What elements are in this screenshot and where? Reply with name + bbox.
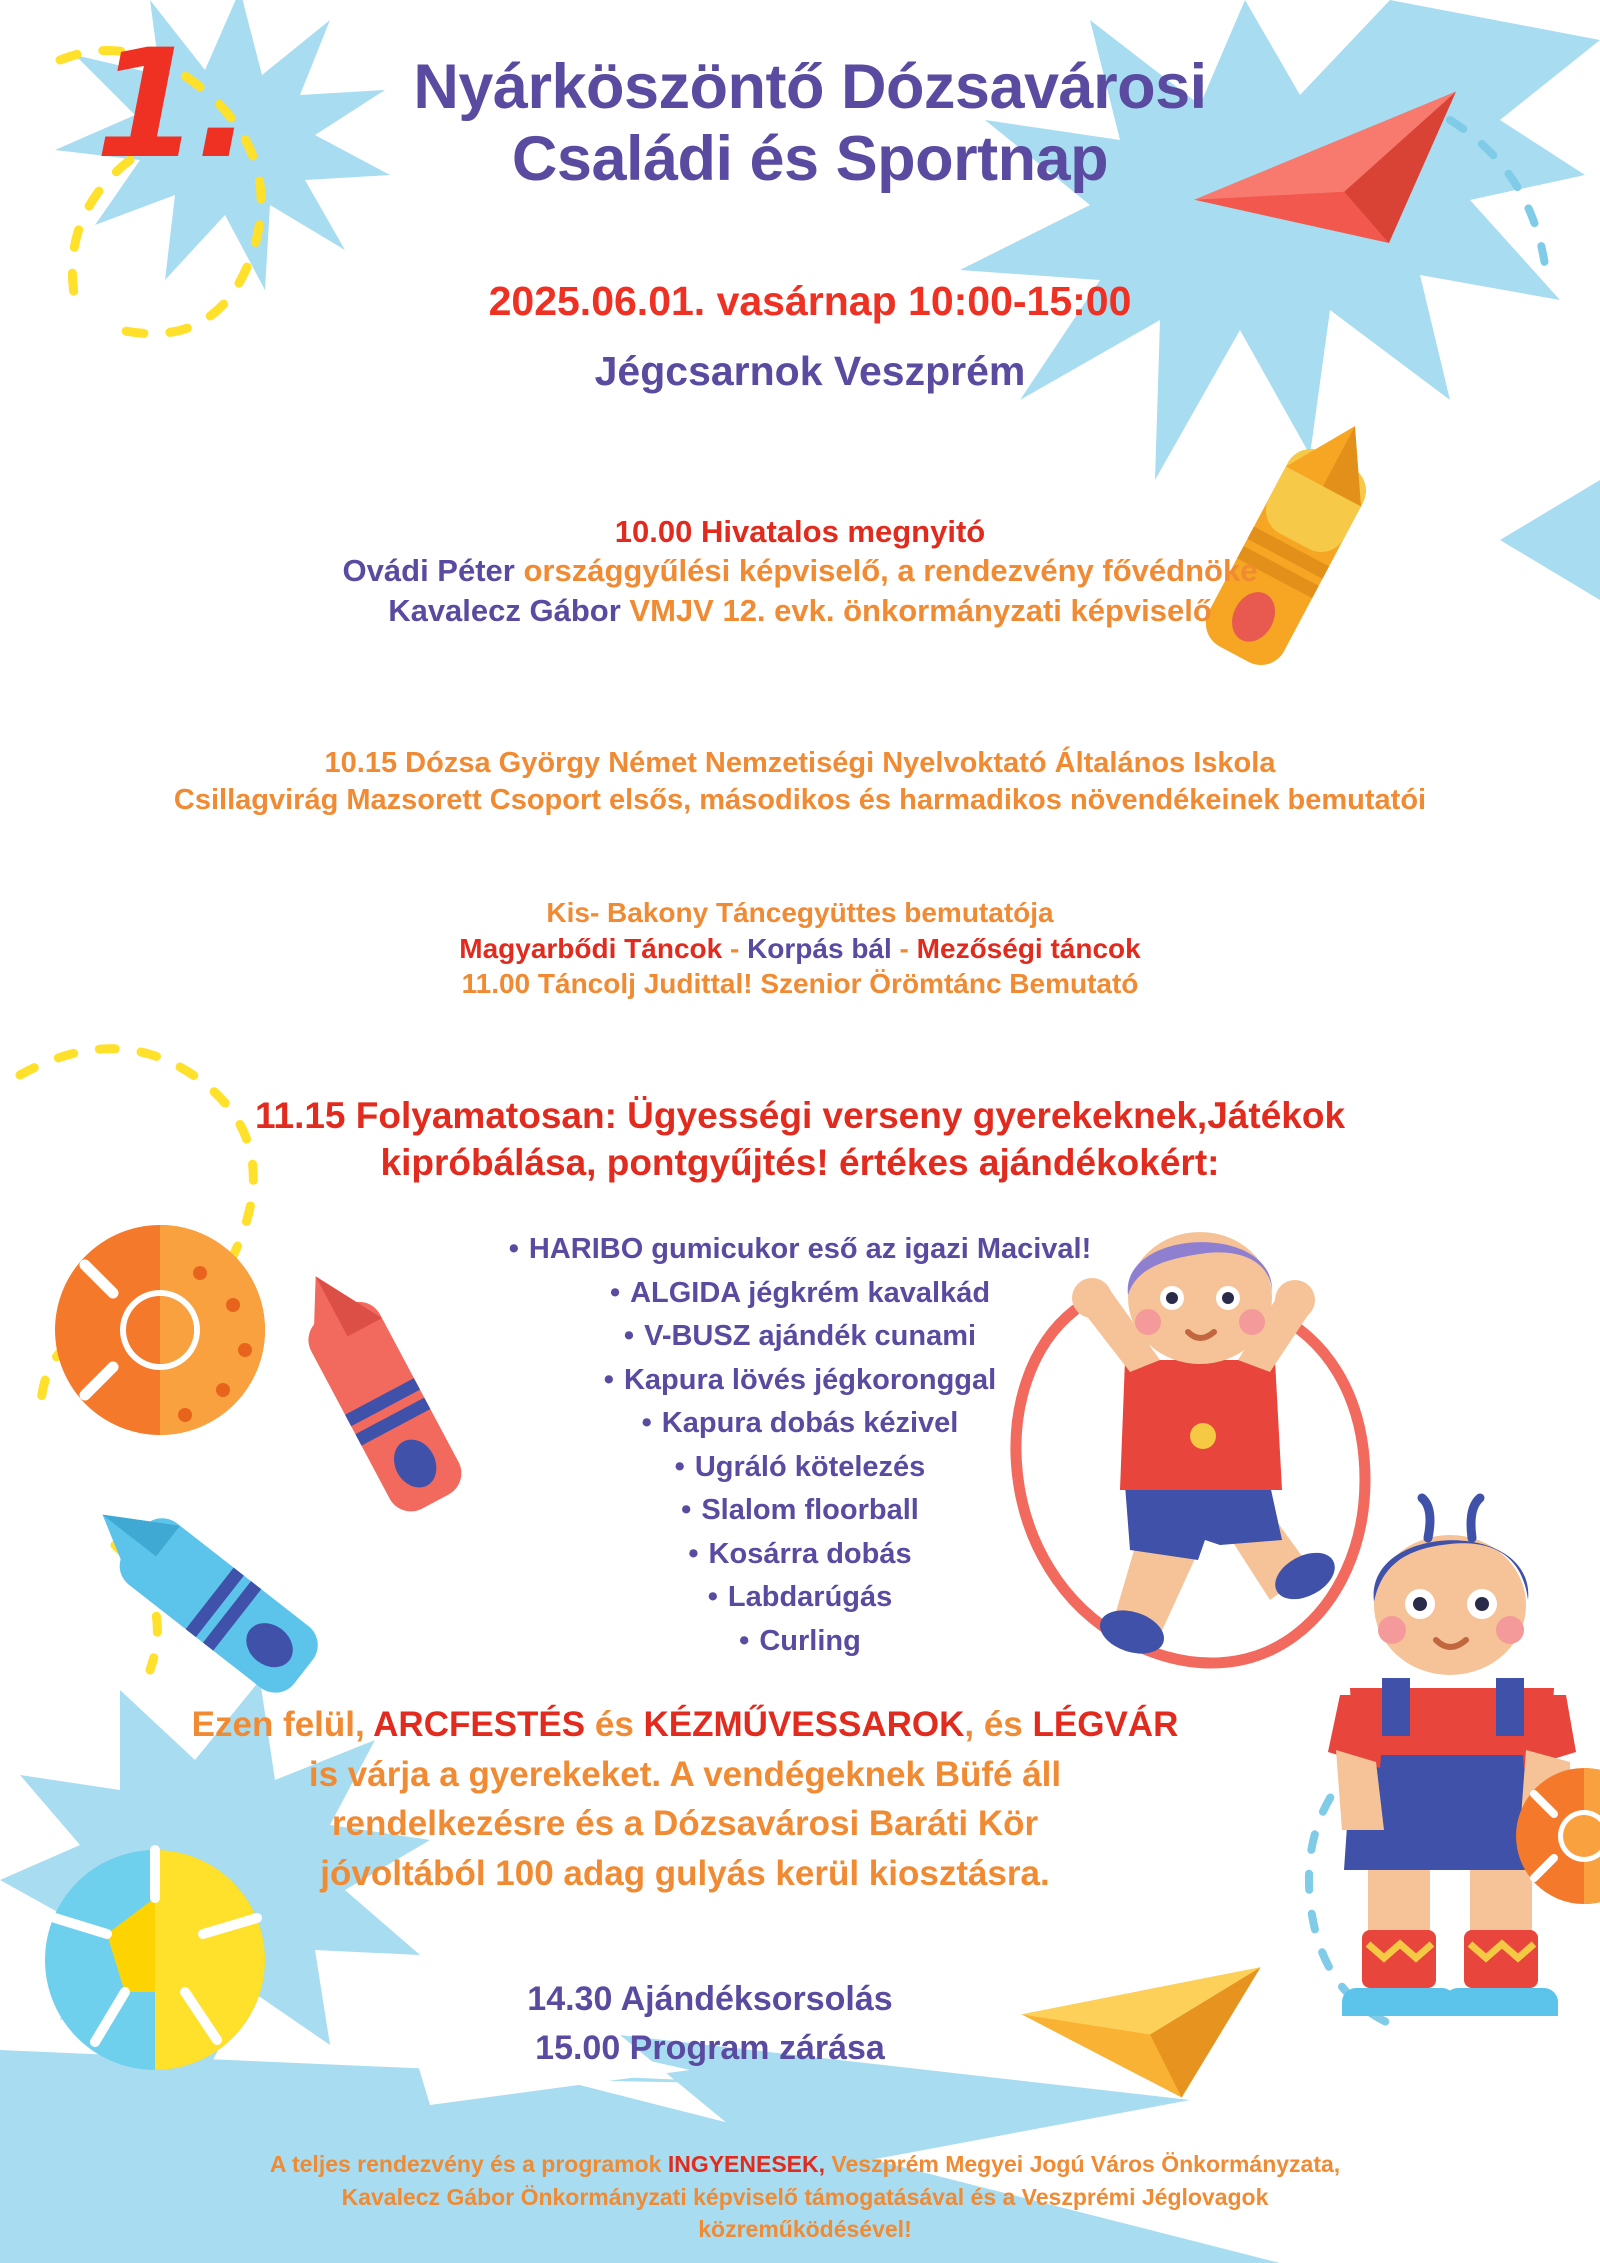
footer-block xyxy=(50,2148,1560,2246)
list-item xyxy=(0,1489,1600,1533)
list-item-label: HARIBO gumicukor eső az igazi Macival! xyxy=(528,1233,1092,1265)
closing-line-1: 14.30 Ajándéksorsolás xyxy=(527,1980,893,2018)
list-item-label: V-BUSZ ajándék cunami xyxy=(644,1320,977,1352)
event-datetime: 2025.06.01. vasárnap 10:00-15:00 xyxy=(488,278,1132,324)
opening-role-ovadi: országgyűlési képviselő, a rendezvény fővédnöke xyxy=(523,553,1258,589)
extra-block xyxy=(90,1700,1280,1899)
event-venue: Jégcsarnok Veszprém xyxy=(594,348,1026,394)
list-item-label: Slalom floorball xyxy=(701,1494,919,1526)
bullet-icon: • xyxy=(688,1537,699,1570)
opening-line-2 xyxy=(0,551,1600,590)
bullet-icon: • xyxy=(609,1276,621,1309)
list-item-label: Kosárra dobás xyxy=(708,1537,912,1570)
list-item-label: Kapura lövés jégkoronggal xyxy=(623,1363,997,1396)
page-title xyxy=(255,52,1365,196)
list-item xyxy=(0,1402,1600,1446)
school-block xyxy=(0,745,1600,819)
bullet-icon: • xyxy=(508,1233,519,1265)
dance-sep-2: - xyxy=(891,932,917,964)
bullet-icon: • xyxy=(603,1363,614,1396)
list-item xyxy=(0,1315,1600,1359)
dance-line-1: Kis- Bakony Táncegyüttes bemutatója xyxy=(546,897,1054,928)
footer-free-badge: INGYENESEK, xyxy=(667,2151,826,2177)
title-line-1: Nyárköszöntő Dózsavárosi xyxy=(413,52,1207,122)
dance-magyarbodi: Magyarbődi Táncok xyxy=(459,932,723,964)
dance-sep-1: - xyxy=(722,932,748,964)
list-item xyxy=(0,1359,1600,1403)
extra-facepaint: ARCFESTÉS xyxy=(373,1705,586,1744)
closing-block xyxy=(180,1975,1240,2074)
list-item xyxy=(0,1620,1600,1664)
list-item-label: ALGIDA jégkrém kavalkád xyxy=(630,1276,991,1309)
extra-prefix: Ezen felül, xyxy=(191,1705,374,1744)
list-item-label: Ugráló kötelezés xyxy=(694,1450,926,1483)
list-item xyxy=(0,1533,1600,1577)
footer-line-2: Kavalecz Gábor Önkormányzati képviselő támogatásával és a Veszprémi Jéglovagok xyxy=(341,2183,1269,2210)
extra-craftcorner: KÉZMŰVESSAROK xyxy=(643,1705,965,1744)
highlight-line-1: 11.15 Folyamatosan: Ügyességi verseny gyerekeknek,Játékok xyxy=(254,1095,1346,1136)
extra-line-3: rendelkezésre és a Dózsavárosi Baráti Kör xyxy=(331,1804,1039,1844)
dance-line-2 xyxy=(0,931,1600,967)
highlight-block xyxy=(175,1092,1425,1187)
dance-korpas: Korpás bál xyxy=(747,932,892,964)
list-item-label: Kapura dobás kézivel xyxy=(661,1407,959,1439)
activities-list xyxy=(0,1228,1600,1663)
bullet-icon: • xyxy=(674,1450,685,1483)
opening-line-3 xyxy=(0,591,1600,630)
school-line-1: 10.15 Dózsa György Német Nemzetiségi Nyelvoktató Általános Iskola xyxy=(324,747,1276,779)
opening-block xyxy=(0,512,1600,630)
extra-bouncycastle: LÉGVÁR xyxy=(1032,1705,1179,1744)
list-item-label: Labdarúgás xyxy=(727,1581,893,1613)
footer-line-1 xyxy=(50,2148,1560,2181)
extra-and-1: és xyxy=(585,1705,644,1744)
extra-and-2: , és xyxy=(964,1705,1033,1744)
school-line-2: Csillagvirág Mazsorett Csoport elsős, másodikos és harmadikos növendékeinek bemutatói xyxy=(173,783,1427,816)
footer-prefix: A teljes rendezvény és a programok xyxy=(269,2151,668,2177)
ordinal-number: 1. xyxy=(95,18,249,192)
bullet-icon: • xyxy=(739,1624,750,1657)
bullet-icon: • xyxy=(681,1494,692,1526)
opening-line-1: 10.00 Hivatalos megnyitó xyxy=(614,514,986,549)
extra-line-2: is várja a gyerekeket. A vendégeknek Büfé áll xyxy=(308,1754,1062,1794)
list-item xyxy=(0,1272,1600,1316)
dance-line-3: 11.00 Táncolj Judittal! Szenior Örömtánc Bemutató xyxy=(461,968,1139,1000)
activities-ul xyxy=(0,1228,1600,1663)
opening-name-kavalecz: Kavalecz Gábor xyxy=(388,592,621,628)
footer-suffix: Veszprém Megyei Jogú Város Önkormányzata, xyxy=(825,2151,1341,2177)
dance-block xyxy=(0,895,1600,1002)
extra-line-4: jóvoltából 100 adag gulyás kerül kiosztásra. xyxy=(320,1854,1050,1894)
list-item xyxy=(0,1576,1600,1620)
footer-line-3: közreműködésével! xyxy=(698,2216,912,2243)
bullet-icon: • xyxy=(623,1320,635,1352)
opening-role-kavalecz: VMJV 12. evk. önkormányzati képviselő xyxy=(629,592,1212,628)
extra-line-1 xyxy=(90,1700,1280,1750)
list-item xyxy=(0,1446,1600,1490)
bullet-icon: • xyxy=(641,1407,652,1439)
title-line-2: Családi és Sportnap xyxy=(511,123,1109,194)
closing-line-2: 15.00 Program zárása xyxy=(535,2029,885,2068)
list-item xyxy=(0,1228,1600,1272)
bullet-icon: • xyxy=(707,1581,718,1613)
opening-name-ovadi: Ovádi Péter xyxy=(342,553,515,589)
list-item-label: Curling xyxy=(759,1624,861,1657)
highlight-line-2: kipróbálása, pontgyűjtés! értékes ajándékokért: xyxy=(380,1142,1220,1184)
dance-mezosegi: Mezőségi táncok xyxy=(916,932,1141,964)
